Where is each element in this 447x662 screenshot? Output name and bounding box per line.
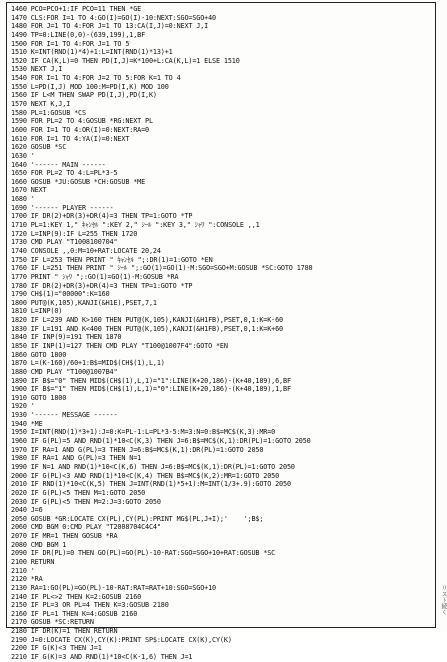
code-line: 2080 CMD BGM 1: [11, 540, 67, 549]
code-line: 1480 FOR J=1 TO 4:FOR J=1 TO 13:CA(I,J)=0:NEXT J,I: [11, 22, 209, 31]
code-line: 1510 K=INT(RND(1)*4)+1:L=INT(RND(1)*13)+1: [11, 48, 173, 57]
code-line: 1990 IF N=1 AND RND(1)*10<C(K,6) THEN J=6:B$=MC$(K,1):DR(PL)=1:GOTO 2050: [11, 462, 295, 471]
code-line: 1550 L=PD(I,J) MOD 100:M=PD(I,K) MOD 100: [11, 82, 169, 91]
code-line: 1760 IF L=251 THEN PRINT " ｼｰﾙ ";:GO(1)=GO(1)-M:SGO=SGO+M:GOSUB *SC:GOTO 1780: [11, 264, 313, 273]
code-line: 1570 NEXT K,J,I: [11, 100, 71, 109]
code-line: 2060 CMD BGM 0:CMD PLAY "T2008704C4C4": [11, 523, 161, 532]
code-line: 1560 IF L<M THEN SWAP PD(I,J),PD(I,K): [11, 91, 157, 100]
code-line: 2110 ': [11, 566, 35, 575]
code-line: 1750 IF L=253 THEN PRINT " ｷｬﾝｾﾙ ";:DR(1)=1:GOTO *EN: [11, 255, 213, 264]
code-line: 1900 IF B$="1" THEN MID$(CH$(1),L,1)="0":LINE(K+20,186)-(K+40,189),1,BF: [11, 385, 291, 394]
code-line: 1590 FOR PL=2 TO 4:GOSUB *RG:NEXT PL: [11, 117, 153, 126]
code-line: 2170 GOSUB *SC:RETURN: [11, 618, 94, 627]
code-line: 2130 RA=1:GO(PL)=GO(PL)-10-RAT:RAT=RAT+10:SGO=SGO+10: [11, 583, 216, 592]
code-line: 2090 IF DR(PL)=0 THEN GO(PL)=GO(PL)-10-RAT:SGO=SGO+10+RAT:GOSUB *SC: [11, 549, 276, 558]
code-line: 1850 IF INP(1)=127 THEN CMD PLAY "T100@1007F4":GOTO *EN: [11, 341, 228, 350]
code-line: 1660 GOSUB *JU:GOSUB *CH:GOSUB *ME: [11, 177, 146, 186]
code-line: 1680 ': [11, 195, 35, 204]
code-line: 1620 GOSUB *SC: [11, 143, 67, 152]
code-line: 1670 NEXT: [11, 186, 47, 195]
code-line: 1980 IF RA=1 AND G(PL)=3 THEN N=1: [11, 454, 142, 463]
code-line: 1880 CMD PLAY "T100@1007B4": [11, 367, 118, 376]
code-line: 1530 NEXT J,I: [11, 65, 63, 74]
code-line: 2160 IF PL=1 THEN K=4:GOSUB 2160: [11, 609, 138, 618]
code-line: 1710 PL=1:KEY 1," ｷｬﾝｾﾙ ":KEY 2," ｼｰﾙ ":KEY 3," ｼｬﾜ ":CONSOLE ,,1: [11, 221, 260, 230]
code-line: 2030 IF G(PL)<5 THEN M=2:J=3:GOTO 2050: [11, 497, 161, 506]
code-line: 1810 L=INP(0): [11, 307, 63, 316]
code-line: 1970 IF RA=1 AND G(PL)=3 THEN J=6:B$=MC$(K,1):DR(PL)=1:GOTO 2050: [11, 445, 264, 454]
code-line: 2050 GOSUB *GR:LOCATE CX(PL),CY(PL):PRINT MG$(PL,J+I);' ';B$;: [11, 514, 264, 523]
code-line: 1870 L=(K-160)/60+1:B$=MID$(CH$(1),L,1): [11, 359, 165, 368]
code-line: 1500 FOR I=1 TO 4:FOR J=1 TO 5: [11, 39, 130, 48]
code-listing-frame: [6, 2, 436, 662]
code-line: 1940 *ME: [11, 419, 43, 428]
code-line: 1630 ': [11, 151, 35, 160]
code-line: 2040 J=6: [11, 506, 43, 515]
code-line: 1790 CH$(1)="00000":K=160: [11, 290, 110, 299]
code-line: 1930 '------ MESSAGE ------: [11, 411, 118, 420]
code-line: 1800 PUT@(K,105),KANJI(&H1E),PSET,7,1: [11, 298, 157, 307]
code-line: 1960 IF G(PL)=5 AND RND(1)*10<C(K,3) THEN J=6:B$=MC$(K,1):DR(PL)=1:GOTO 2050: [11, 437, 311, 446]
code-line: 2190 J=0:LOCATE CX(K),CY(K):PRINT SP$:LOCATE CX(K),CY(K): [11, 635, 232, 644]
code-line: 1740 CONSOLE ,,0:M=10+RAT:LOCATE 20,24: [11, 246, 161, 255]
code-line: 1650 FOR PL=2 TO 4:L=PL*3-5: [11, 169, 118, 178]
code-line: 1840 IF INP(9)=191 THEN 1870: [11, 333, 122, 342]
code-line: 2150 IF PL=3 OR PL=4 THEN K=3:GOSUB 2180: [11, 601, 169, 610]
code-line: 1910 GOTO 1800: [11, 393, 67, 402]
code-line: 1830 IF L=191 AND K<400 THEN PUT@(K,105),KANJI(&H1FB),PSET,0,1:K=K+60: [11, 324, 284, 333]
code-line: 2100 RETURN: [11, 558, 55, 566]
code-line: 2070 IF MR=1 THEN GOSUB *RA: [11, 532, 118, 541]
code-line: 1640 '------ MAIN ------: [11, 160, 106, 169]
code-line: 2210 IF G(K)=3 AND RND(1)*10<C(K-1,6) THEN J=1: [11, 653, 193, 662]
code-line: 2000 IF G(PL)<3 AND RND(1)*10<C(K,4) THEN B$=MC$(K,2):MR=1:GOTO 2050: [11, 471, 280, 480]
code-line: 1490 TP=0:LINE(0,0)-(639,199),1,BF: [11, 30, 146, 39]
code-line: 1470 CLS:FOR I=1 TO 4:GO(I)=GO(I)-10:NEXT:SGO=SGO+40: [11, 13, 216, 22]
code-line: 1920 ': [11, 402, 35, 411]
code-line: 2180 IF DR(K)=1 THEN RETURN: [11, 627, 118, 636]
side-caption: リスト続く: [440, 585, 447, 615]
code-line: 2200 IF G(K)<3 THEN J=1: [11, 644, 102, 653]
code-line: 1730 CMD PLAY "T1008100704": [11, 238, 118, 247]
code-line: 1820 IF L=239 AND K>160 THEN PUT@(K,105),KANJI(&H1FB),PSET,0,1:K=K-60: [11, 316, 284, 325]
code-line: 1860 GOTO 1800: [11, 350, 67, 359]
code-line: 1460 PCO=PCO+1:IF PCO=11 THEN *GE: [11, 5, 142, 13]
code-line: 1600 FOR I=1 TO 4:OR(I)=0:NEXT:RA=0: [11, 125, 149, 134]
code-line: 1700 IF DR(2)+DR(3)+DR(4)=3 THEN TP=1:GOTO *TP: [11, 212, 193, 221]
code-line: 2010 IF RND(1)*10<C(K,5) THEN J=INT(RND(1)*5+1):M=INT(1/3+.9):GOTO 2050: [11, 480, 291, 489]
code-line: 1520 IF CA(K,L)=0 THEN PD(I,J)=K*100+L:CA(K,L)=1 ELSE 1510: [11, 56, 240, 65]
code-line: 1890 IF B$="0" THEN MID$(CH$(1),L,1)="1":LINE(K+20,186)-(K+40,189),6,BF: [11, 376, 291, 385]
code-line: 1610 FOR I=1 TO 4:YA(I)=0:NEXT: [11, 134, 130, 143]
code-line: 1720 L=INP(9):IF L=255 THEN 1720: [11, 229, 138, 238]
code-line: 1780 IF DR(2)+DR(3)+DR(4)=3 THEN TP=1:GOTO *TP: [11, 281, 193, 290]
code-line: 1580 PL=1:GOSUB *CS: [11, 108, 86, 117]
code-line: 2120 *RA: [11, 575, 43, 584]
code-line: 2140 IF PL<>2 THEN K=2:GOSUB 2160: [11, 592, 142, 601]
code-lines: [11, 5, 433, 662]
code-line: 2020 IF G(PL)<5 THEN M=1:GOTO 2050: [11, 488, 146, 497]
code-line: 1950 I=INT(RND(1)*3+1):J=0:K=PL-1:L=PL*3-5:M=3:N=0:B$=MC$(K,3):MR=0: [11, 428, 276, 437]
code-line: 1690 '------ PLAYER ------: [11, 203, 114, 212]
code-line: 1770 PRINT " ｼｬﾜ ";:GO(1)=GO(1)-M:GOSUB *RA: [11, 272, 179, 281]
code-line: 1540 FOR I=1 TO 4:FOR J=2 TO 5:FOR K=1 TO 4: [11, 74, 181, 83]
